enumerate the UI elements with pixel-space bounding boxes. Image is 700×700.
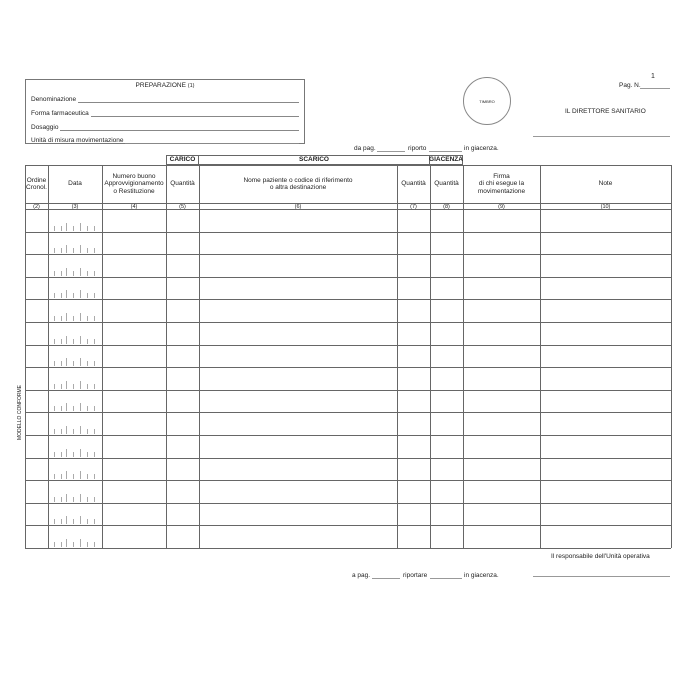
grid-vline xyxy=(25,165,26,548)
grid-hline xyxy=(25,254,671,255)
date-tick xyxy=(66,290,67,298)
grid-hline xyxy=(25,412,671,413)
date-tick xyxy=(73,452,74,457)
grid-hline xyxy=(25,480,671,481)
date-tick xyxy=(61,519,62,524)
date-tick xyxy=(87,429,88,434)
date-tick xyxy=(94,293,95,298)
date-tick xyxy=(80,403,81,411)
date-tick xyxy=(94,452,95,457)
date-tick xyxy=(73,406,74,411)
grid-hline xyxy=(25,458,671,459)
header-carico: CARICO xyxy=(166,155,199,165)
col-num: (9) xyxy=(498,204,505,210)
grid-vline xyxy=(430,165,431,548)
grid-vline xyxy=(199,165,200,548)
responsabile-signature-line[interactable] xyxy=(533,570,670,577)
date-tick xyxy=(94,316,95,321)
header-scarico: SCARICO xyxy=(199,155,430,165)
page-number: 1 xyxy=(651,73,655,80)
col-note: Note xyxy=(598,180,613,188)
date-tick xyxy=(80,290,81,298)
field-dosaggio[interactable]: Dosaggio xyxy=(31,123,299,131)
date-tick xyxy=(66,494,67,502)
grid-hline xyxy=(25,165,671,166)
grid-hline xyxy=(25,503,671,504)
date-tick xyxy=(73,248,74,253)
grid-vline xyxy=(48,165,49,548)
date-tick xyxy=(73,293,74,298)
grid-hline xyxy=(25,435,671,436)
date-tick xyxy=(54,271,55,276)
date-tick xyxy=(87,406,88,411)
timbro-stamp: TIMBRO xyxy=(463,77,511,125)
date-tick xyxy=(66,245,67,253)
date-tick xyxy=(94,384,95,389)
grid-hline xyxy=(25,209,671,210)
date-tick xyxy=(73,339,74,344)
date-tick xyxy=(87,384,88,389)
date-tick xyxy=(54,474,55,479)
date-tick xyxy=(87,339,88,344)
date-tick xyxy=(66,358,67,366)
field-unita-misura[interactable]: Unità di misura movimentazione xyxy=(31,136,299,144)
grid-hline xyxy=(25,390,671,391)
date-tick xyxy=(66,539,67,547)
date-tick xyxy=(94,406,95,411)
date-tick xyxy=(94,361,95,366)
side-label: MODELLO CONFORME xyxy=(17,384,23,440)
date-tick xyxy=(54,384,55,389)
page-label: Pag. N. xyxy=(619,82,641,89)
date-tick xyxy=(66,403,67,411)
date-tick xyxy=(61,542,62,547)
date-tick xyxy=(66,223,67,231)
grid-hline xyxy=(25,525,671,526)
da-pag-label: da pag. xyxy=(354,145,376,152)
giacenza-bottom-label: in giacenza. xyxy=(464,572,499,579)
date-tick xyxy=(61,497,62,502)
grid-vline xyxy=(102,165,103,548)
col-num: (7) xyxy=(410,204,417,210)
riportare-field[interactable] xyxy=(430,571,462,579)
date-tick xyxy=(73,429,74,434)
date-tick xyxy=(66,471,67,479)
date-tick xyxy=(87,474,88,479)
grid-hline xyxy=(25,232,671,233)
date-tick xyxy=(54,248,55,253)
col-num: (8) xyxy=(443,204,450,210)
grid-hline xyxy=(25,548,671,549)
riporto-label: riporto xyxy=(408,145,427,152)
date-tick xyxy=(66,426,67,434)
date-tick xyxy=(80,449,81,457)
field-forma-farmaceutica[interactable]: Forma farmaceutica xyxy=(31,109,299,117)
grid-hline xyxy=(25,203,671,204)
col-data: Data xyxy=(68,180,82,188)
grid-hline xyxy=(25,322,671,323)
col-quantita-scarico: Quantità xyxy=(401,180,426,188)
direttore-label: IL DIRETTORE SANITARIO xyxy=(565,108,646,115)
date-tick xyxy=(54,497,55,502)
date-tick xyxy=(73,519,74,524)
date-tick xyxy=(66,336,67,344)
field-denominazione[interactable]: Denominazione xyxy=(31,95,299,103)
date-tick xyxy=(87,226,88,231)
date-tick xyxy=(80,426,81,434)
date-tick xyxy=(54,542,55,547)
date-tick xyxy=(61,429,62,434)
date-tick xyxy=(61,452,62,457)
col-nome-paziente: Nome paziente o codice di riferimento o altra destinazione xyxy=(243,176,353,191)
grid-vline xyxy=(397,165,398,548)
col-quantita-giacenza: Quantità xyxy=(434,180,459,188)
date-tick xyxy=(87,519,88,524)
date-tick xyxy=(66,381,67,389)
date-tick xyxy=(54,452,55,457)
date-tick xyxy=(54,316,55,321)
date-tick xyxy=(73,474,74,479)
date-tick xyxy=(80,471,81,479)
date-tick xyxy=(80,223,81,231)
date-tick xyxy=(61,406,62,411)
date-tick xyxy=(61,361,62,366)
col-num: (4) xyxy=(130,204,138,210)
date-tick xyxy=(61,339,62,344)
responsabile-label: Il responsabile dell'Unità operativa xyxy=(551,553,650,560)
date-tick xyxy=(66,449,67,457)
date-tick xyxy=(94,339,95,344)
grid-vline xyxy=(540,165,541,548)
date-tick xyxy=(66,313,67,321)
date-tick xyxy=(73,361,74,366)
date-tick xyxy=(87,316,88,321)
header-giacenza: GIACENZA xyxy=(429,156,463,164)
date-tick xyxy=(80,245,81,253)
col-num: (2) xyxy=(33,204,40,210)
date-tick xyxy=(54,406,55,411)
date-tick xyxy=(94,497,95,502)
date-tick xyxy=(73,316,74,321)
date-tick xyxy=(94,429,95,434)
date-tick xyxy=(94,542,95,547)
date-tick xyxy=(61,248,62,253)
col-num: (5) xyxy=(179,204,186,210)
date-tick xyxy=(87,361,88,366)
date-tick xyxy=(80,313,81,321)
date-tick xyxy=(80,539,81,547)
date-tick xyxy=(80,494,81,502)
date-tick xyxy=(54,519,55,524)
date-tick xyxy=(94,248,95,253)
date-tick xyxy=(94,474,95,479)
date-tick xyxy=(94,271,95,276)
date-tick xyxy=(87,293,88,298)
riportare-label: riportare xyxy=(403,572,428,579)
date-tick xyxy=(94,226,95,231)
date-tick xyxy=(87,452,88,457)
date-tick xyxy=(54,361,55,366)
col-num: (6) xyxy=(294,204,302,210)
date-tick xyxy=(80,336,81,344)
date-tick xyxy=(73,542,74,547)
grid-hline xyxy=(25,299,671,300)
date-tick xyxy=(87,271,88,276)
col-quantita-carico: Quantità xyxy=(170,180,195,188)
date-tick xyxy=(87,542,88,547)
col-ordine: Ordine Cronol. xyxy=(26,176,47,191)
date-tick xyxy=(66,268,67,276)
date-tick xyxy=(73,226,74,231)
date-tick xyxy=(87,248,88,253)
col-firma: Firma di chi esegue la movimentazione xyxy=(477,172,526,195)
date-tick xyxy=(61,384,62,389)
grid-vline xyxy=(671,165,672,548)
date-tick xyxy=(61,226,62,231)
a-pag-label: a pag. xyxy=(352,572,371,579)
date-tick xyxy=(80,268,81,276)
preparazione-title: PREPARAZIONE (1) xyxy=(135,82,195,89)
date-tick xyxy=(73,271,74,276)
date-tick xyxy=(54,339,55,344)
date-tick xyxy=(61,271,62,276)
date-tick xyxy=(94,519,95,524)
date-tick xyxy=(61,474,62,479)
date-tick xyxy=(54,226,55,231)
date-tick xyxy=(80,358,81,366)
date-tick xyxy=(54,429,55,434)
date-tick xyxy=(61,316,62,321)
date-tick xyxy=(66,516,67,524)
date-tick xyxy=(61,293,62,298)
grid-vline xyxy=(166,165,167,548)
col-num: (3) xyxy=(71,204,79,210)
date-tick xyxy=(80,381,81,389)
date-tick xyxy=(54,293,55,298)
date-tick xyxy=(87,497,88,502)
col-numero-buono: Numero buono Approvvigionamento o Restituzione xyxy=(104,172,164,195)
giacenza-label: in giacenza. xyxy=(464,145,499,152)
date-tick xyxy=(73,384,74,389)
date-tick xyxy=(80,516,81,524)
grid-hline xyxy=(25,277,671,278)
date-tick xyxy=(73,497,74,502)
grid-hline xyxy=(25,367,671,368)
col-num: (10) xyxy=(600,204,611,210)
grid-hline xyxy=(25,345,671,346)
grid-vline xyxy=(463,165,464,548)
a-pag-field[interactable] xyxy=(372,571,400,579)
